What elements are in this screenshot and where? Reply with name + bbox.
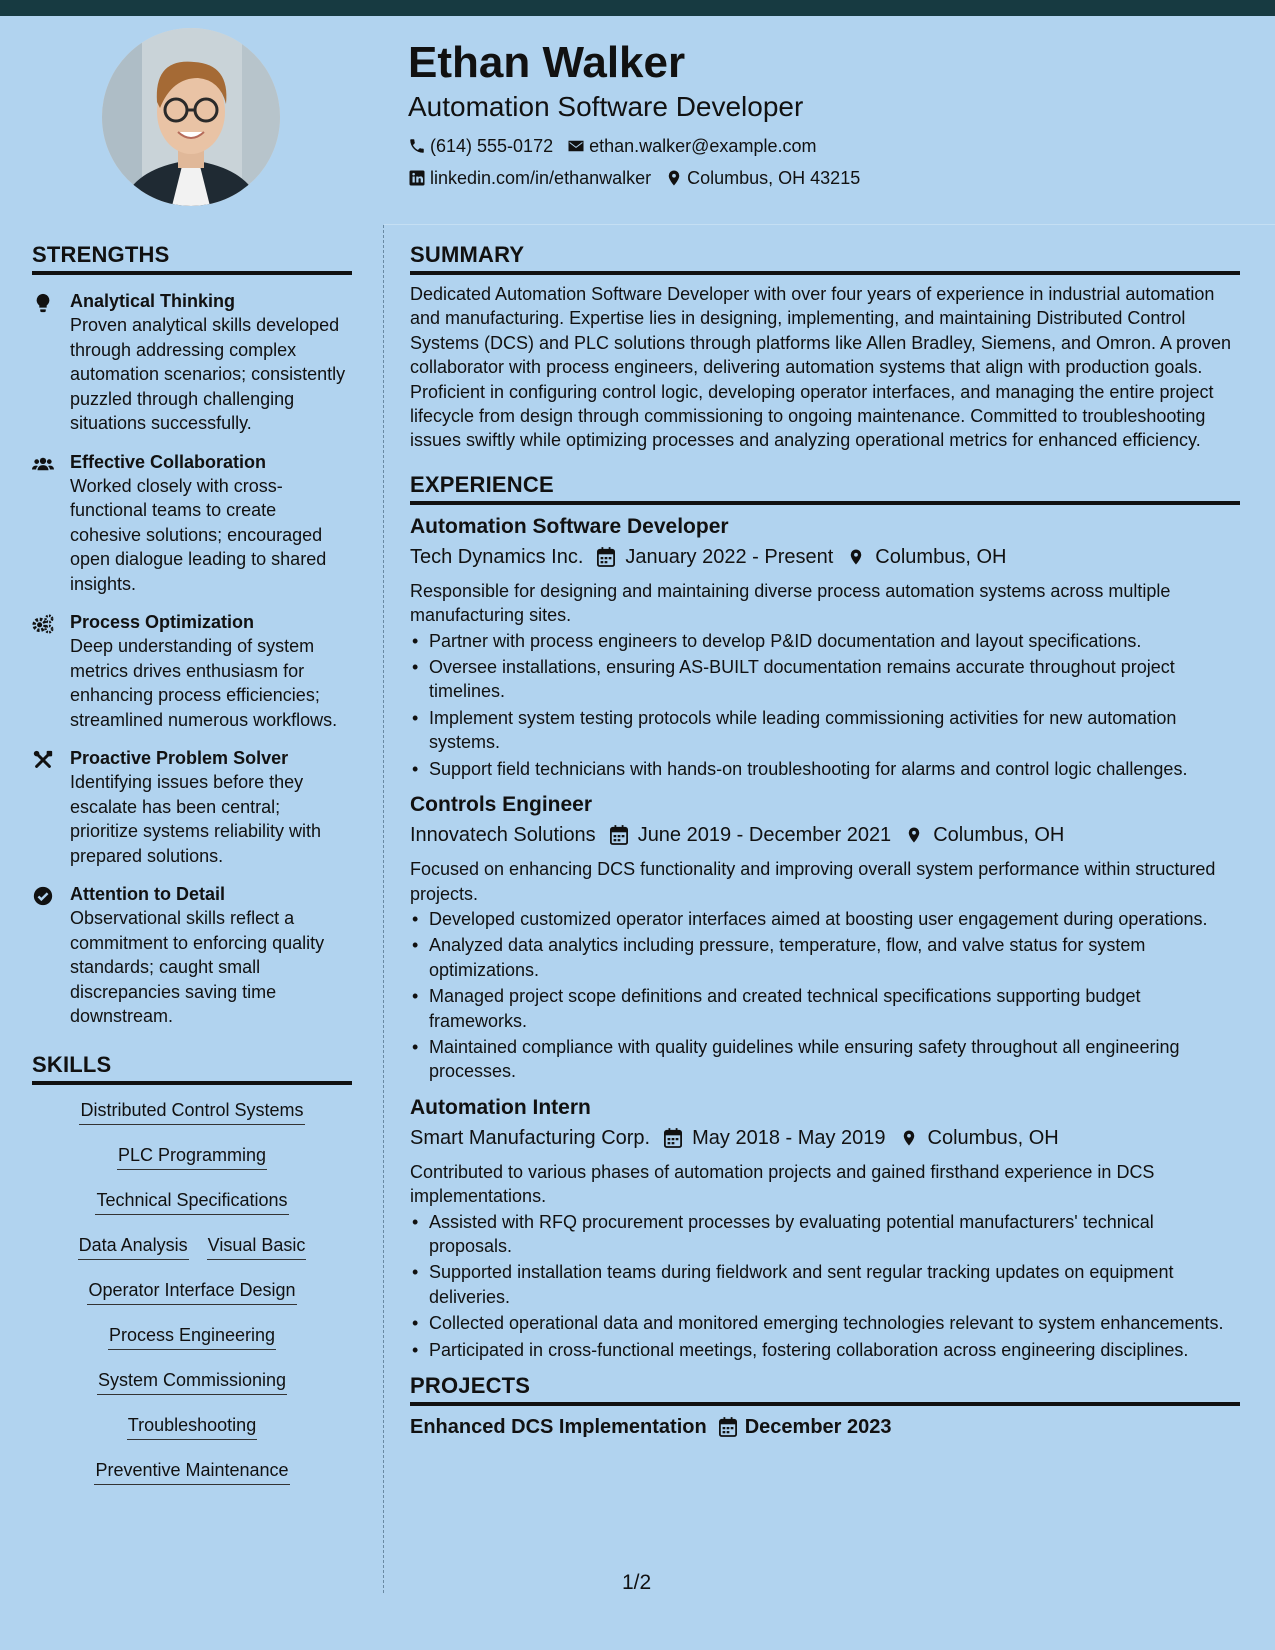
map-pin-icon: [905, 825, 923, 845]
job-bullets: [410, 629, 1240, 781]
job-bullet: • Assisted with RFQ procurement processes by evaluating potential manufacturers' technical proposals.: [410, 1210, 1240, 1259]
skill-tag: Operator Interface Design: [87, 1277, 296, 1305]
strength-title: Process Optimization: [70, 612, 255, 632]
job-location: Columbus, OH: [933, 824, 1065, 847]
column-divider: [383, 225, 384, 1593]
linkedin-text: linkedin.com/in/ethanwalker: [430, 168, 652, 188]
phone-icon: [408, 137, 426, 155]
map-pin-icon: [847, 547, 865, 567]
job-bullet: • Supported installation teams during fieldwork and sent regular tracking updates on equipment deliveries.: [410, 1260, 1240, 1309]
skill-tag: Visual Basic: [207, 1232, 307, 1260]
strength-item: [32, 289, 352, 436]
phone-text: (614) 555-0172: [430, 136, 554, 156]
strength-desc: Deep understanding of system metrics drives enthusiasm for enhancing process efficiencies; streamlined numerous workflows.: [70, 636, 338, 730]
job-role: Automation Intern: [410, 1095, 591, 1119]
page-number: 1/2: [622, 1571, 652, 1594]
gears-icon: [32, 613, 54, 635]
strength-title: Effective Collaboration: [70, 451, 267, 472]
contact-row-1: [408, 130, 1228, 162]
phone-contact[interactable]: [408, 130, 553, 162]
job-company: Tech Dynamics Inc.: [410, 545, 584, 568]
job-dates: June 2019 - December 2021: [637, 824, 892, 847]
project-date: December 2023: [744, 1416, 892, 1438]
linkedin-icon: [408, 169, 426, 187]
header: [408, 36, 1228, 194]
job-bullets: [410, 1210, 1240, 1362]
job-bullet: • Participated in cross-functional meetings, fostering collaboration across engineering disciplines.: [410, 1338, 1240, 1362]
skill-tag: Distributed Control Systems: [79, 1097, 304, 1125]
job-bullet: • Support field technicians with hands-on troubleshooting for alarms and control logic challenges.: [410, 757, 1240, 781]
skill-tag: Data Analysis: [78, 1232, 189, 1260]
calendar-icon: [664, 1128, 682, 1148]
job-role: Automation Software Developer: [410, 514, 729, 538]
candidate-name: Ethan Walker: [408, 38, 686, 87]
strength-title: Analytical Thinking: [70, 291, 236, 311]
job-meta: [410, 1122, 1240, 1154]
projects-heading: PROJECTS: [410, 1372, 1240, 1406]
job-dates: May 2018 - May 2019: [692, 1126, 886, 1149]
email-contact[interactable]: [567, 130, 816, 162]
skill-tag: Technical Specifications: [95, 1187, 288, 1215]
skill-tag: PLC Programming: [117, 1142, 267, 1170]
contact-row-2: [408, 162, 1228, 194]
job-role: Controls Engineer: [410, 793, 593, 817]
users-icon: [32, 453, 54, 475]
skill-tag: Troubleshooting: [127, 1412, 257, 1440]
strength-title: Attention to Detail: [70, 884, 225, 904]
job-bullet: • Developed customized operator interfaces aimed at boosting user engagement during operations.: [410, 907, 1240, 931]
skills-list: [32, 1097, 352, 1502]
job-entry: [410, 791, 1240, 1084]
job-bullet: • Managed project scope definitions and created technical specifications supporting budget frameworks.: [410, 984, 1240, 1033]
skill-tag: Process Engineering: [108, 1322, 276, 1350]
strength-item: [32, 450, 352, 597]
job-description: Responsible for designing and maintaining diverse process automation systems across multiple manufacturing sites.: [410, 580, 1171, 626]
job-bullet: • Implement system testing protocols while leading commissioning activities for new automation systems.: [410, 706, 1240, 755]
candidate-title: Automation Software Developer: [408, 91, 804, 122]
skills-heading: SKILLS: [32, 1051, 352, 1085]
job-meta: [410, 819, 1240, 851]
top-accent-bar: [0, 0, 1275, 16]
job-bullet: • Collected operational data and monitored emerging technologies relevant to system enhancements.: [410, 1311, 1240, 1335]
strength-desc: Identifying issues before they escalate has been central; prioritize systems reliability with prepared solutions.: [70, 772, 322, 866]
map-pin-icon: [900, 1128, 918, 1148]
location-text: Columbus, OH 43215: [687, 168, 861, 188]
job-bullet: • Maintained compliance with quality guidelines while ensuring safety throughout all engineering processes.: [410, 1035, 1240, 1084]
job-company: Innovatech Solutions: [410, 824, 596, 847]
right-column: [410, 241, 1240, 1442]
strength-desc: Proven analytical skills developed through addressing complex automation scenarios; consistently puzzled through challenging situations successfully.: [70, 315, 346, 433]
job-meta: [410, 541, 1240, 573]
calendar-icon: [610, 825, 628, 845]
skill-tag: Preventive Maintenance: [94, 1457, 289, 1485]
job-entry: [410, 513, 1240, 781]
tools-icon: [32, 749, 54, 771]
envelope-icon: [567, 137, 585, 155]
location-contact: [665, 162, 860, 194]
left-column: [32, 241, 352, 1502]
job-description: Focused on enhancing DCS functionality and improving overall system performance within structured projects.: [410, 859, 1216, 904]
job-company: Smart Manufacturing Corp.: [410, 1126, 651, 1149]
job-dates: January 2022 - Present: [625, 545, 834, 568]
project-name: Enhanced DCS Implementation: [410, 1416, 707, 1438]
strength-item: [32, 746, 352, 868]
summary-heading: SUMMARY: [410, 241, 1240, 275]
job-location: Columbus, OH: [927, 1126, 1059, 1149]
job-description: Contributed to various phases of automation projects and gained firsthand experience in DCS implementations.: [410, 1161, 1155, 1207]
profile-photo: [102, 28, 280, 206]
summary-text: Dedicated Automation Software Developer with over four years of experience in industrial automation and manufacturing. Expertise lies in designing, implementing, and maintaining Distributed Control Systems (DCS) and PLC solutions through platforms like Allen Bradley, Siemens, and Omron. A proven collaborator with process engineers, delivering automation systems that align with production goals. Proficient in configuring control logic, developing operator interfaces, and managing the entire project lifecycle from design through commissioning to ongoing maintenance. Committed to troubleshooting issues swiftly while optimizing processes and analyzing operational metrics for enhanced efficiency.: [410, 284, 1232, 451]
strength-item: [32, 610, 352, 732]
strength-desc: Observational skills reflect a commitment to enforcing quality standards; caught small discrepancies saving time downstream.: [70, 908, 325, 1026]
header-divider: [384, 224, 1275, 225]
job-bullets: [410, 907, 1240, 1084]
linkedin-contact[interactable]: [408, 162, 651, 194]
calendar-icon: [597, 547, 615, 567]
job-entry: [410, 1094, 1240, 1362]
strength-item: [32, 882, 352, 1029]
job-bullet: • Partner with process engineers to develop P&ID documentation and layout specifications.: [410, 629, 1240, 653]
job-location: Columbus, OH: [875, 545, 1007, 568]
job-bullet: • Analyzed data analytics including pressure, temperature, flow, and valve status for system optimizations.: [410, 933, 1240, 982]
project-entry: [410, 1412, 1240, 1442]
calendar-icon: [719, 1417, 737, 1437]
lightbulb-icon: [32, 292, 54, 314]
email-text: ethan.walker@example.com: [589, 136, 817, 156]
experience-heading: EXPERIENCE: [410, 471, 1240, 505]
check-circle-icon: [32, 885, 54, 907]
strength-title: Proactive Problem Solver: [70, 748, 289, 768]
job-bullet: • Oversee installations, ensuring AS-BUILT documentation remains accurate throughout project timelines.: [410, 655, 1240, 704]
strength-desc: Worked closely with cross-functional teams to create cohesive solutions; encouraged open dialogue leading to shared insights.: [70, 475, 327, 594]
map-pin-icon: [665, 169, 683, 187]
strengths-heading: STRENGTHS: [32, 241, 352, 275]
skill-tag: System Commissioning: [97, 1367, 287, 1395]
